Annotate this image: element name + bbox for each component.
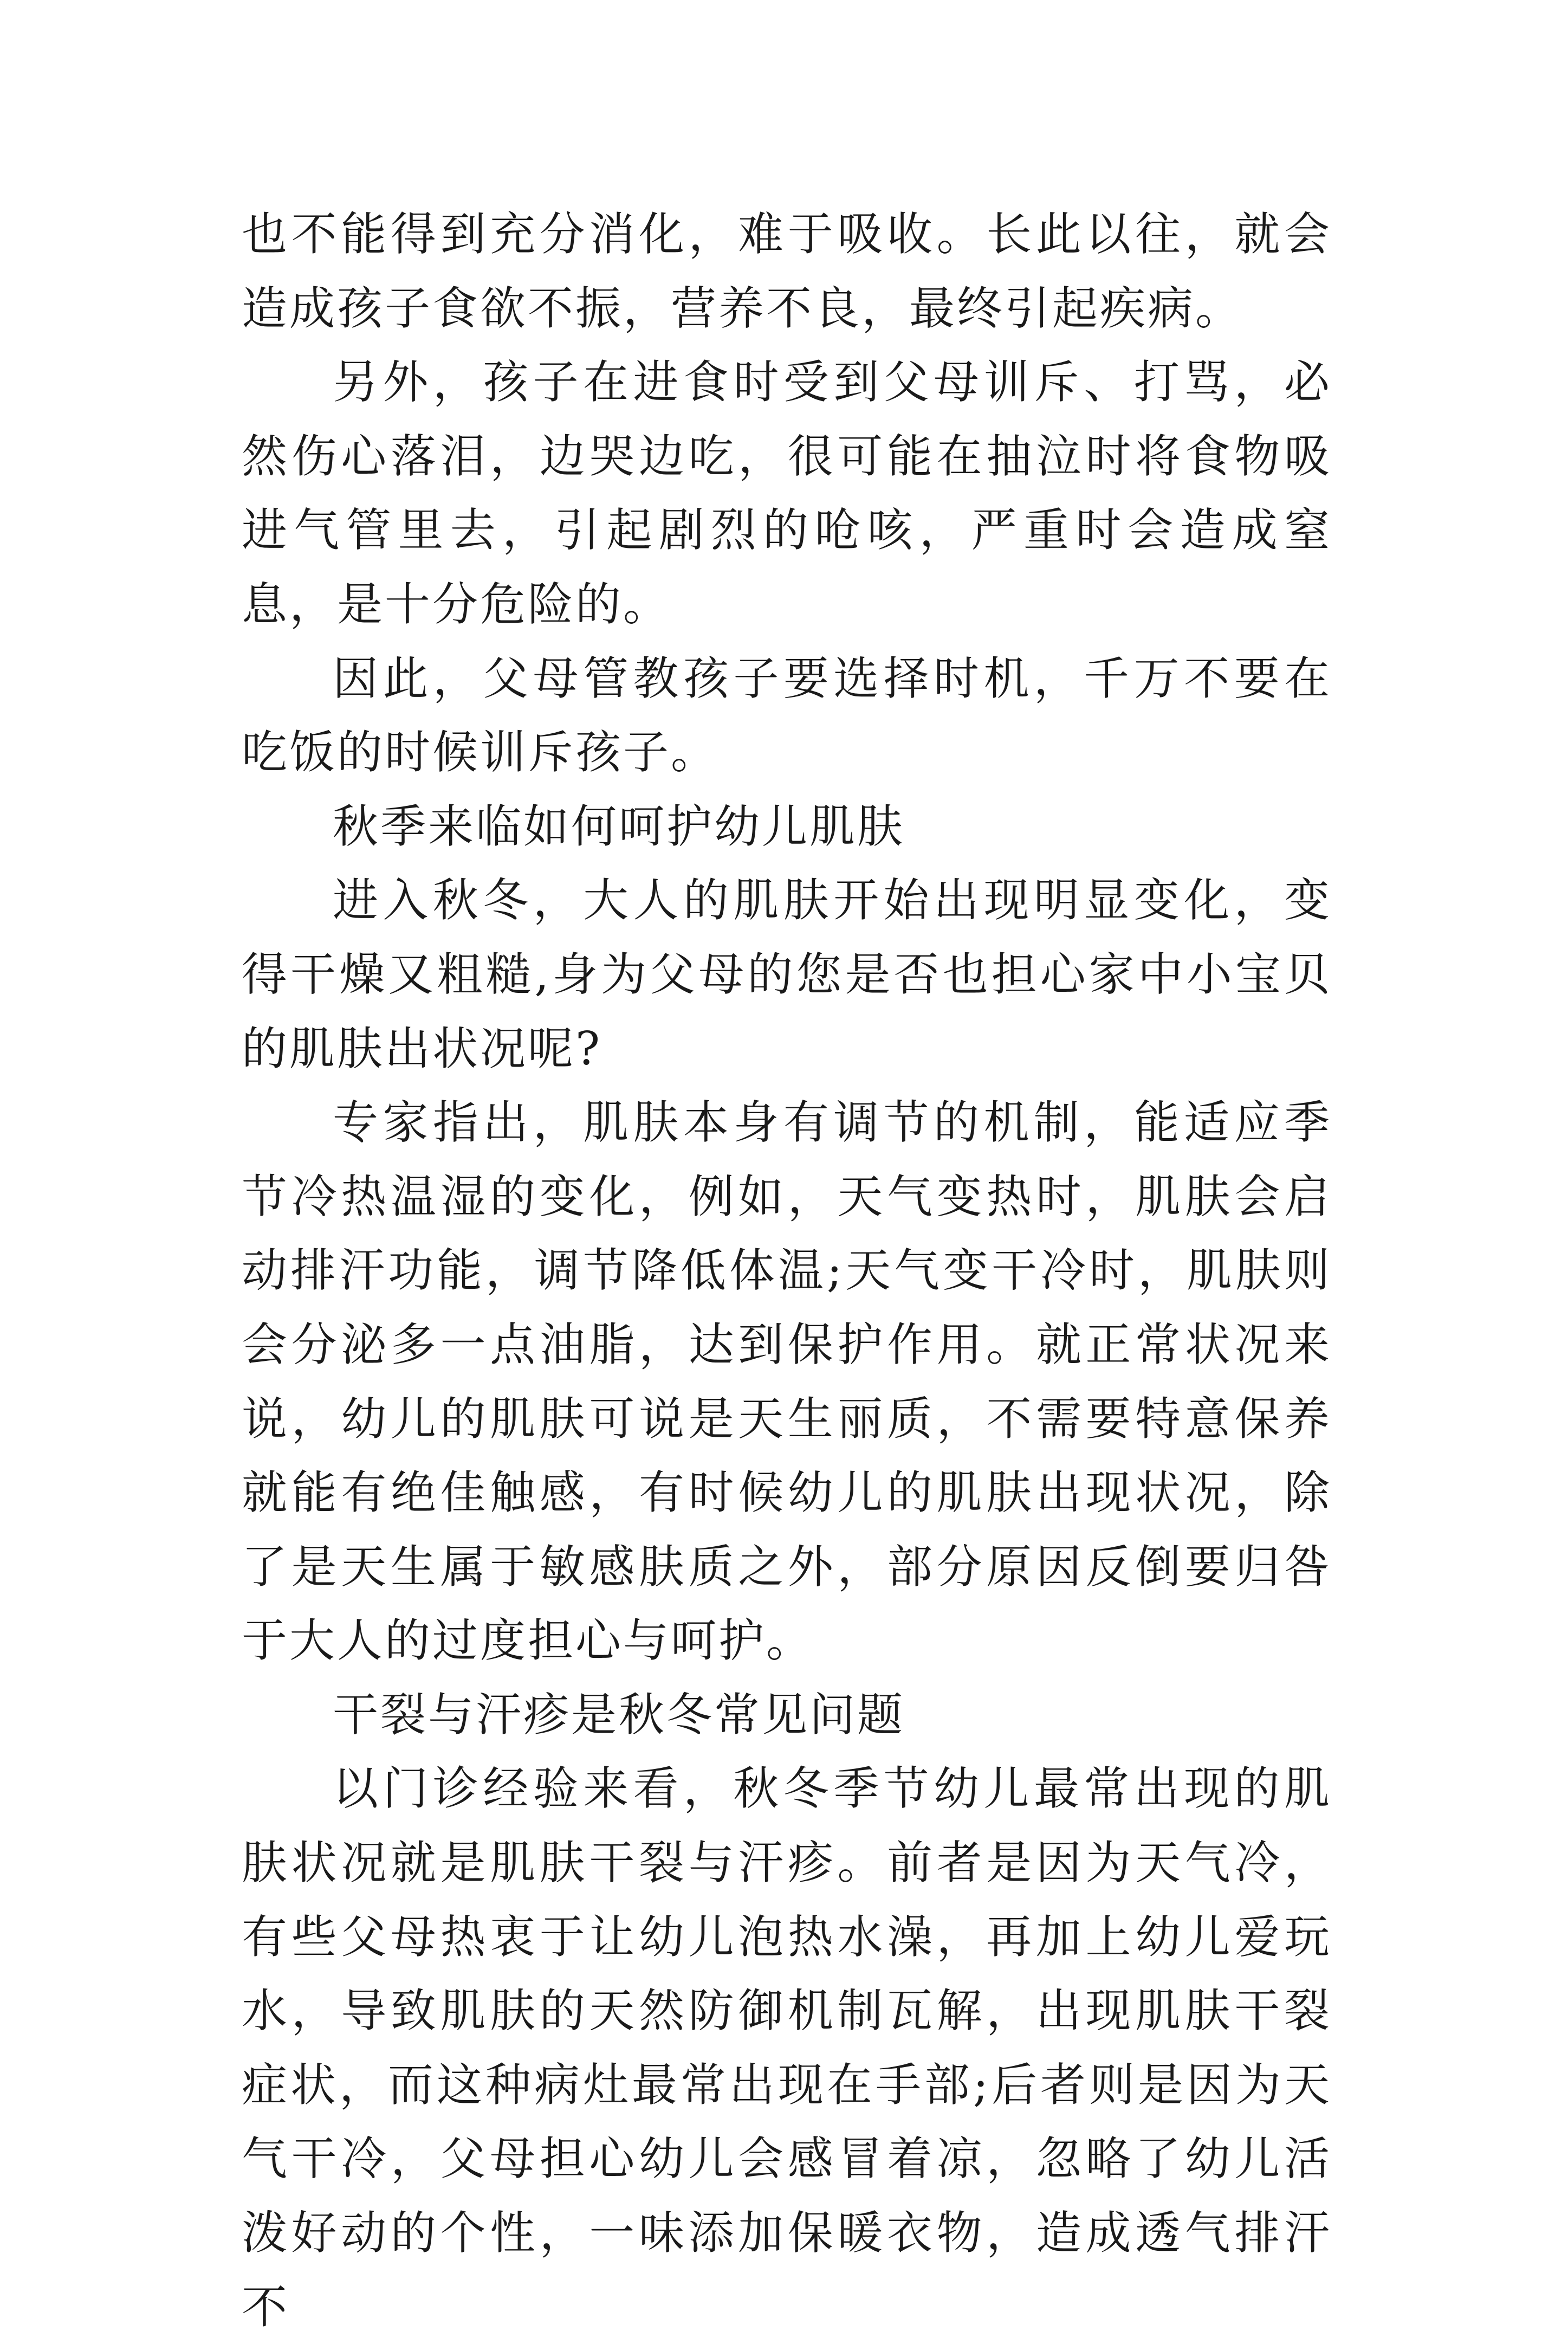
- section-heading-autumn-skin: 秋季来临如何呵护幼儿肌肤: [333, 799, 905, 853]
- section-heading-common-problems: 干裂与汗疹是秋冬常见问题: [333, 1688, 905, 1741]
- paragraph-autumn-intro: 进入秋冬，大人的肌肤开始出现明显变化，变得干燥又粗糙,身为父母的您是否也担心家中小宝贝的肌肤出状况呢?: [242, 874, 1332, 1075]
- paragraph-conclusion: 因此，父母管教孩子要选择时机，千万不要在吃饭的时候训斥孩子。: [242, 651, 1332, 779]
- paragraph-digestion: 也不能得到充分消化，难于吸收。长此以往，就会造成孩子食欲不振，营养不良，最终引起疾病。: [242, 208, 1332, 335]
- document-body: [242, 197, 1332, 2344]
- paragraph-scolding-danger: 另外，孩子在进食时受到父母训斥、打骂，必然伤心落泪，边哭边吃，很可能在抽泣时将食物吸进气管里去，引起剧烈的呛咳，严重时会造成窒息，是十分危险的。: [242, 356, 1332, 631]
- paragraph-expert-advice: 专家指出，肌肤本身有调节的机制，能适应季节冷热温湿的变化，例如，天气变热时，肌肤会启动排汗功能，调节降低体温;天气变干冷时，肌肤则会分泌多一点油脂，达到保护作用。就正常状况来说，幼儿的肌肤可说是天生丽质，不需要特意保养就能有绝佳触感，有时候幼儿的肌肤出现状况，除了是天生属于敏感肤质之外，部分原因反倒要归咎于大人的过度担心与呵护。: [242, 1096, 1332, 1668]
- paragraph-clinic-experience: 以门诊经验来看，秋冬季节幼儿最常出现的肌肤状况就是肌肤干裂与汗疹。前者是因为天气冷，有些父母热衷于让幼儿泡热水澡，再加上幼儿爱玩水，导致肌肤的天然防御机制瓦解，出现肌肤干裂症状，而这种病灶最常出现在手部;后者则是因为天气干冷，父母担心幼儿会感冒着凉，忽略了幼儿活泼好动的个性，一味添加保暖衣物，造成透气排汗不: [242, 1762, 1332, 2334]
